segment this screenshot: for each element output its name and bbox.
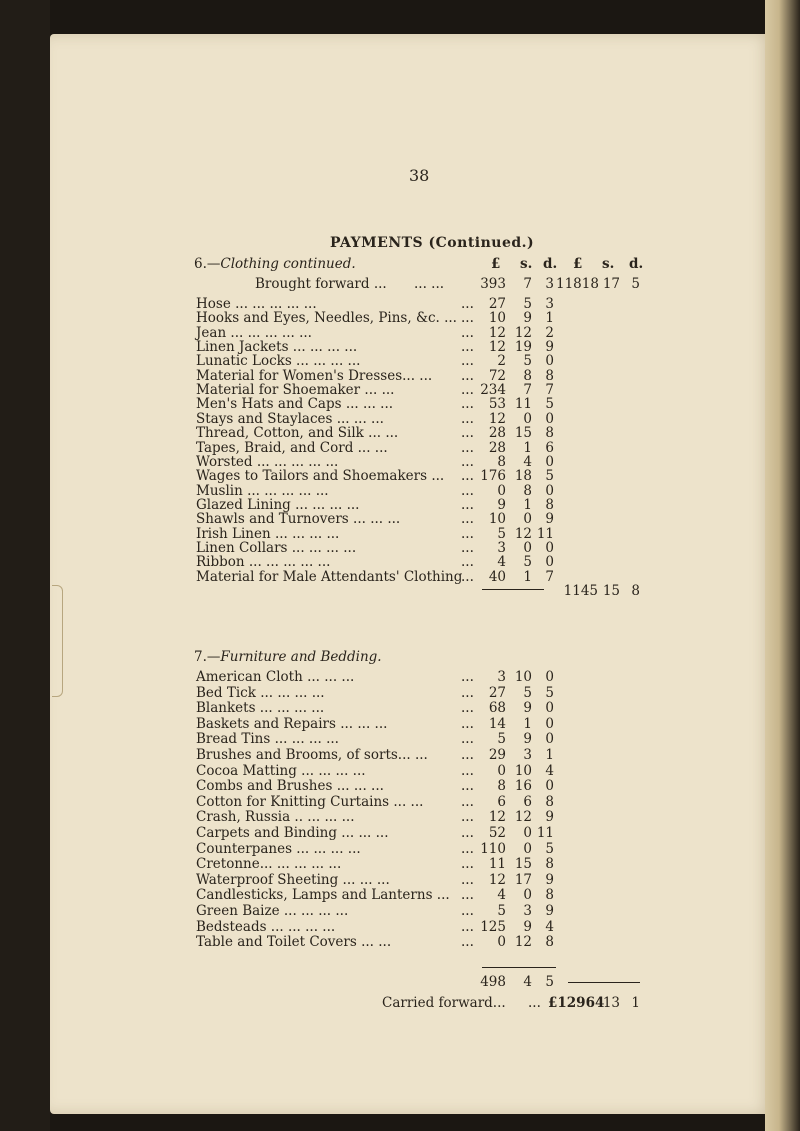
row-pence: 8 — [545, 425, 554, 442]
row-pounds: 10 — [488, 310, 506, 327]
row-pounds: 27 — [488, 684, 506, 701]
col-head-pound-2: £ — [573, 256, 583, 272]
section7-rule — [482, 967, 556, 968]
section7-total-shillings: 4 — [523, 974, 532, 990]
row-pence: 0 — [545, 554, 554, 571]
row-label: Cocoa Matting ... ... ... ... — [196, 762, 366, 779]
row-shillings: 1 — [523, 715, 532, 732]
row-shillings: 9 — [523, 731, 532, 748]
row-pence: 5 — [545, 396, 554, 413]
row-pounds: 3 — [497, 669, 506, 685]
row-pence: 11 — [536, 825, 554, 841]
row-label: Linen Collars ... ... ... ... — [196, 539, 357, 556]
row-pounds: 68 — [488, 700, 506, 717]
row-pounds: 125 — [480, 918, 506, 935]
row-dots: ... — [461, 778, 474, 795]
row-label: Shawls and Turnovers ... ... ... — [196, 511, 401, 528]
row-shillings: 3 — [523, 747, 532, 763]
row-shillings: 12 — [514, 525, 532, 542]
row-label: Material for Women's Dresses... ... — [196, 367, 433, 384]
brought-forward-total-shillings: 17 — [602, 276, 620, 292]
row-pence: 8 — [545, 934, 554, 951]
row-pence: 5 — [545, 840, 554, 857]
row-dots: ... — [461, 382, 474, 399]
row-pounds: 0 — [497, 482, 506, 499]
row-label: Linen Jackets ... ... ... ... — [196, 339, 358, 356]
page-heading: PAYMENTS (Continued.) — [330, 235, 535, 251]
row-label: Tapes, Braid, and Cord ... ... — [196, 439, 388, 456]
row-pence: 4 — [545, 918, 554, 935]
row-dots: ... — [461, 525, 474, 542]
row-shillings: 12 — [514, 934, 532, 951]
row-pence: 0 — [545, 353, 554, 370]
row-pounds: 27 — [488, 296, 506, 312]
section7-title: 7.—Furniture and Bedding. — [194, 649, 382, 665]
row-label: Worsted ... ... ... ... ... — [196, 453, 339, 470]
brought-forward-total-pence: 5 — [631, 276, 640, 292]
row-label: Waterproof Sheeting ... ... ... — [196, 871, 390, 888]
row-pence: 0 — [545, 410, 554, 427]
row-dots: ... — [461, 396, 474, 413]
row-shillings: 0 — [523, 410, 532, 427]
row-label: Crash, Russia .. ... ... ... — [196, 809, 355, 826]
row-dots: ... — [461, 731, 474, 748]
row-label: Lunatic Locks ... ... ... ... — [196, 353, 361, 370]
row-pounds: 12 — [488, 324, 506, 341]
row-label: Thread, Cotton, and Silk ... ... — [196, 425, 399, 442]
row-dots: ... — [461, 410, 474, 427]
row-dots: ... — [461, 715, 474, 732]
row-shillings: 11 — [514, 396, 532, 413]
row-pounds: 29 — [488, 747, 506, 763]
row-dots: ... — [461, 339, 474, 356]
row-pounds: 28 — [488, 439, 506, 456]
book-binding-left — [0, 0, 50, 1131]
row-dots: ... — [461, 554, 474, 571]
row-pence: 9 — [545, 511, 554, 528]
row-pence: 0 — [545, 482, 554, 499]
row-dots: ... — [461, 296, 474, 312]
row-pence: 7 — [545, 568, 554, 585]
row-label: Hooks and Eyes, Needles, Pins, &c. ... — [196, 310, 457, 327]
row-shillings: 6 — [523, 793, 532, 810]
brought-forward-pounds: 393 — [480, 276, 506, 292]
row-label: Combs and Brushes ... ... ... — [196, 778, 384, 795]
carried-forward-dots: ... — [528, 995, 541, 1011]
row-dots: ... — [461, 887, 474, 904]
brought-forward-shillings: 7 — [523, 276, 532, 292]
section6-title: 6.—Clothing continued. — [194, 256, 356, 272]
row-pence: 1 — [545, 310, 554, 327]
row-pounds: 2 — [497, 353, 506, 370]
row-pence: 9 — [545, 871, 554, 888]
row-shillings: 9 — [523, 310, 532, 327]
col-head-d-2: d. — [629, 256, 644, 272]
section7-total-pounds: 498 — [480, 974, 506, 990]
row-pence: 9 — [545, 339, 554, 356]
row-pence: 0 — [545, 731, 554, 748]
row-label: Wages to Tailors and Shoemakers ... — [196, 468, 445, 485]
row-pounds: 5 — [497, 731, 506, 748]
row-shillings: 15 — [514, 856, 532, 873]
row-label: Table and Toilet Covers ... ... — [196, 934, 392, 951]
row-pounds: 6 — [497, 793, 506, 810]
row-pence: 8 — [545, 856, 554, 873]
row-shillings: 18 — [514, 468, 532, 485]
row-pence: 3 — [545, 296, 554, 312]
section6-rule — [482, 589, 544, 590]
row-shillings: 10 — [514, 762, 532, 779]
row-dots: ... — [461, 825, 474, 841]
row-label: Stays and Staylaces ... ... ... — [196, 410, 384, 427]
col-head-d-1: d. — [543, 256, 558, 272]
row-pounds: 8 — [497, 778, 506, 795]
row-shillings: 0 — [523, 840, 532, 857]
row-dots: ... — [461, 762, 474, 779]
row-pence: 0 — [545, 539, 554, 556]
row-label: Green Baize ... ... ... ... — [196, 903, 349, 919]
section6-total-shillings: 15 — [602, 583, 620, 599]
row-label: American Cloth ... ... ... — [196, 669, 355, 685]
row-dots: ... — [461, 496, 474, 513]
row-label: Irish Linen ... ... ... ... — [196, 525, 340, 542]
row-label: Counterpanes ... ... ... ... — [196, 840, 361, 857]
row-label: Blankets ... ... ... ... — [196, 700, 325, 717]
row-shillings: 8 — [523, 482, 532, 499]
row-pence: 11 — [536, 525, 554, 542]
row-pence: 5 — [545, 468, 554, 485]
row-shillings: 0 — [523, 887, 532, 904]
row-shillings: 16 — [514, 778, 532, 795]
row-shillings: 12 — [514, 809, 532, 826]
row-shillings: 9 — [523, 918, 532, 935]
row-shillings: 0 — [523, 825, 532, 841]
row-shillings: 8 — [523, 367, 532, 384]
row-pence: 8 — [545, 496, 554, 513]
row-pence: 0 — [545, 669, 554, 685]
row-shillings: 5 — [523, 296, 532, 312]
row-pence: 8 — [545, 367, 554, 384]
row-dots: ... — [461, 425, 474, 442]
row-pence: 0 — [545, 778, 554, 795]
row-shillings: 12 — [514, 324, 532, 341]
page-number: 38 — [409, 166, 430, 185]
row-pence: 1 — [545, 747, 554, 763]
row-dots: ... — [461, 482, 474, 499]
row-label: Hose ... ... ... ... ... — [196, 296, 317, 312]
row-dots: ... — [461, 511, 474, 528]
row-pence: 0 — [545, 453, 554, 470]
carried-forward-shillings: 13 — [602, 995, 620, 1011]
row-shillings: 1 — [523, 439, 532, 456]
row-pence: 0 — [545, 715, 554, 732]
row-shillings: 5 — [523, 684, 532, 701]
row-shillings: 1 — [523, 568, 532, 585]
row-pounds: 4 — [497, 887, 506, 904]
row-pence: 6 — [545, 439, 554, 456]
col-head-pound-1: £ — [491, 256, 501, 272]
row-dots: ... — [461, 809, 474, 826]
row-pounds: 5 — [497, 903, 506, 919]
col-head-s-2: s. — [602, 256, 615, 272]
row-pounds: 176 — [480, 468, 506, 485]
row-dots: ... — [461, 669, 474, 685]
row-pence: 0 — [545, 700, 554, 717]
row-pounds: 8 — [497, 453, 506, 470]
row-pounds: 28 — [488, 425, 506, 442]
row-dots: ... — [461, 840, 474, 857]
row-label: Men's Hats and Caps ... ... ... — [196, 396, 394, 413]
row-pence: 9 — [545, 809, 554, 826]
row-dots: ... — [461, 539, 474, 556]
row-pence: 4 — [545, 762, 554, 779]
section6-total-pounds: 1145 — [563, 583, 598, 599]
row-dots: ... — [461, 568, 474, 585]
row-shillings: 3 — [523, 903, 532, 919]
row-shillings: 0 — [523, 539, 532, 556]
row-dots: ... — [461, 468, 474, 485]
brought-forward-label: Brought forward ... — [255, 276, 387, 292]
row-pounds: 52 — [488, 825, 506, 841]
row-label: Bedsteads ... ... ... ... — [196, 918, 336, 935]
row-dots: ... — [461, 934, 474, 951]
row-pence: 9 — [545, 903, 554, 919]
row-label: Candlesticks, Lamps and Lanterns ... — [196, 887, 450, 904]
section6-total-pence: 8 — [631, 583, 640, 599]
row-pence: 5 — [545, 684, 554, 701]
row-dots: ... — [461, 353, 474, 370]
row-pounds: 9 — [497, 496, 506, 513]
row-dots: ... — [461, 856, 474, 873]
row-label: Muslin ... ... ... ... ... — [196, 482, 329, 499]
row-shillings: 19 — [514, 339, 532, 356]
row-pounds: 4 — [497, 554, 506, 571]
row-pounds: 110 — [480, 840, 506, 857]
section7-total-pence: 5 — [545, 974, 554, 990]
row-pounds: 14 — [488, 715, 506, 732]
row-dots: ... — [461, 918, 474, 935]
row-shillings: 5 — [523, 554, 532, 571]
brought-forward-dots: ... ... — [414, 276, 445, 292]
row-shillings: 4 — [523, 453, 532, 470]
row-pounds: 72 — [488, 367, 506, 384]
row-pounds: 10 — [488, 511, 506, 528]
page-clip-mark — [52, 585, 63, 697]
row-dots: ... — [461, 700, 474, 717]
row-label: Baskets and Repairs ... ... ... — [196, 715, 388, 732]
row-label: Bed Tick ... ... ... ... — [196, 684, 325, 701]
row-pounds: 12 — [488, 809, 506, 826]
row-shillings: 7 — [523, 382, 532, 399]
row-pounds: 234 — [480, 382, 506, 399]
carried-forward-pence: 1 — [631, 995, 640, 1011]
row-label: Glazed Lining ... ... ... ... — [196, 496, 360, 513]
row-shillings: 0 — [523, 511, 532, 528]
carried-forward-pounds: £12964 — [548, 995, 605, 1011]
row-shillings: 5 — [523, 353, 532, 370]
brought-forward-pence: 3 — [545, 276, 554, 292]
row-label: Bread Tins ... ... ... ... — [196, 731, 339, 748]
row-label: Jean ... ... ... ... ... — [196, 324, 312, 341]
row-dots: ... — [461, 793, 474, 810]
row-pounds: 0 — [497, 934, 506, 951]
row-label: Material for Male Attendants' Clothing — [196, 568, 463, 585]
row-label: Cotton for Knitting Curtains ... ... — [196, 793, 424, 810]
row-dots: ... — [461, 871, 474, 888]
grand-rule — [568, 982, 640, 983]
row-label: Ribbon ... ... ... ... ... — [196, 554, 331, 571]
row-label: Carpets and Binding ... ... ... — [196, 825, 389, 841]
row-shillings: 17 — [514, 871, 532, 888]
row-pounds: 12 — [488, 410, 506, 427]
carried-forward-label: Carried forward... — [382, 995, 506, 1011]
row-dots: ... — [461, 310, 474, 327]
col-head-s-1: s. — [520, 256, 533, 272]
row-label: Material for Shoemaker ... ... — [196, 382, 395, 399]
row-pounds: 11 — [488, 856, 506, 873]
row-label: Cretonne... ... ... ... ... — [196, 856, 342, 873]
row-dots: ... — [461, 324, 474, 341]
row-dots: ... — [461, 439, 474, 456]
row-pounds: 53 — [488, 396, 506, 413]
row-pounds: 12 — [488, 871, 506, 888]
brought-forward-total-pounds: 11818 — [556, 276, 599, 292]
row-shillings: 10 — [514, 669, 532, 685]
row-dots: ... — [461, 367, 474, 384]
row-label: Brushes and Brooms, of sorts... ... — [196, 747, 428, 763]
row-pence: 8 — [545, 793, 554, 810]
row-dots: ... — [461, 903, 474, 919]
row-pounds: 0 — [497, 762, 506, 779]
book-binding-right — [765, 0, 800, 1131]
row-pounds: 5 — [497, 525, 506, 542]
row-dots: ... — [461, 747, 474, 763]
row-dots: ... — [461, 684, 474, 701]
row-pounds: 40 — [488, 568, 506, 585]
row-pounds: 3 — [497, 539, 506, 556]
row-pence: 2 — [545, 324, 554, 341]
row-pence: 7 — [545, 382, 554, 399]
row-dots: ... — [461, 453, 474, 470]
row-pence: 8 — [545, 887, 554, 904]
row-shillings: 9 — [523, 700, 532, 717]
row-shillings: 1 — [523, 496, 532, 513]
row-pounds: 12 — [488, 339, 506, 356]
row-shillings: 15 — [514, 425, 532, 442]
